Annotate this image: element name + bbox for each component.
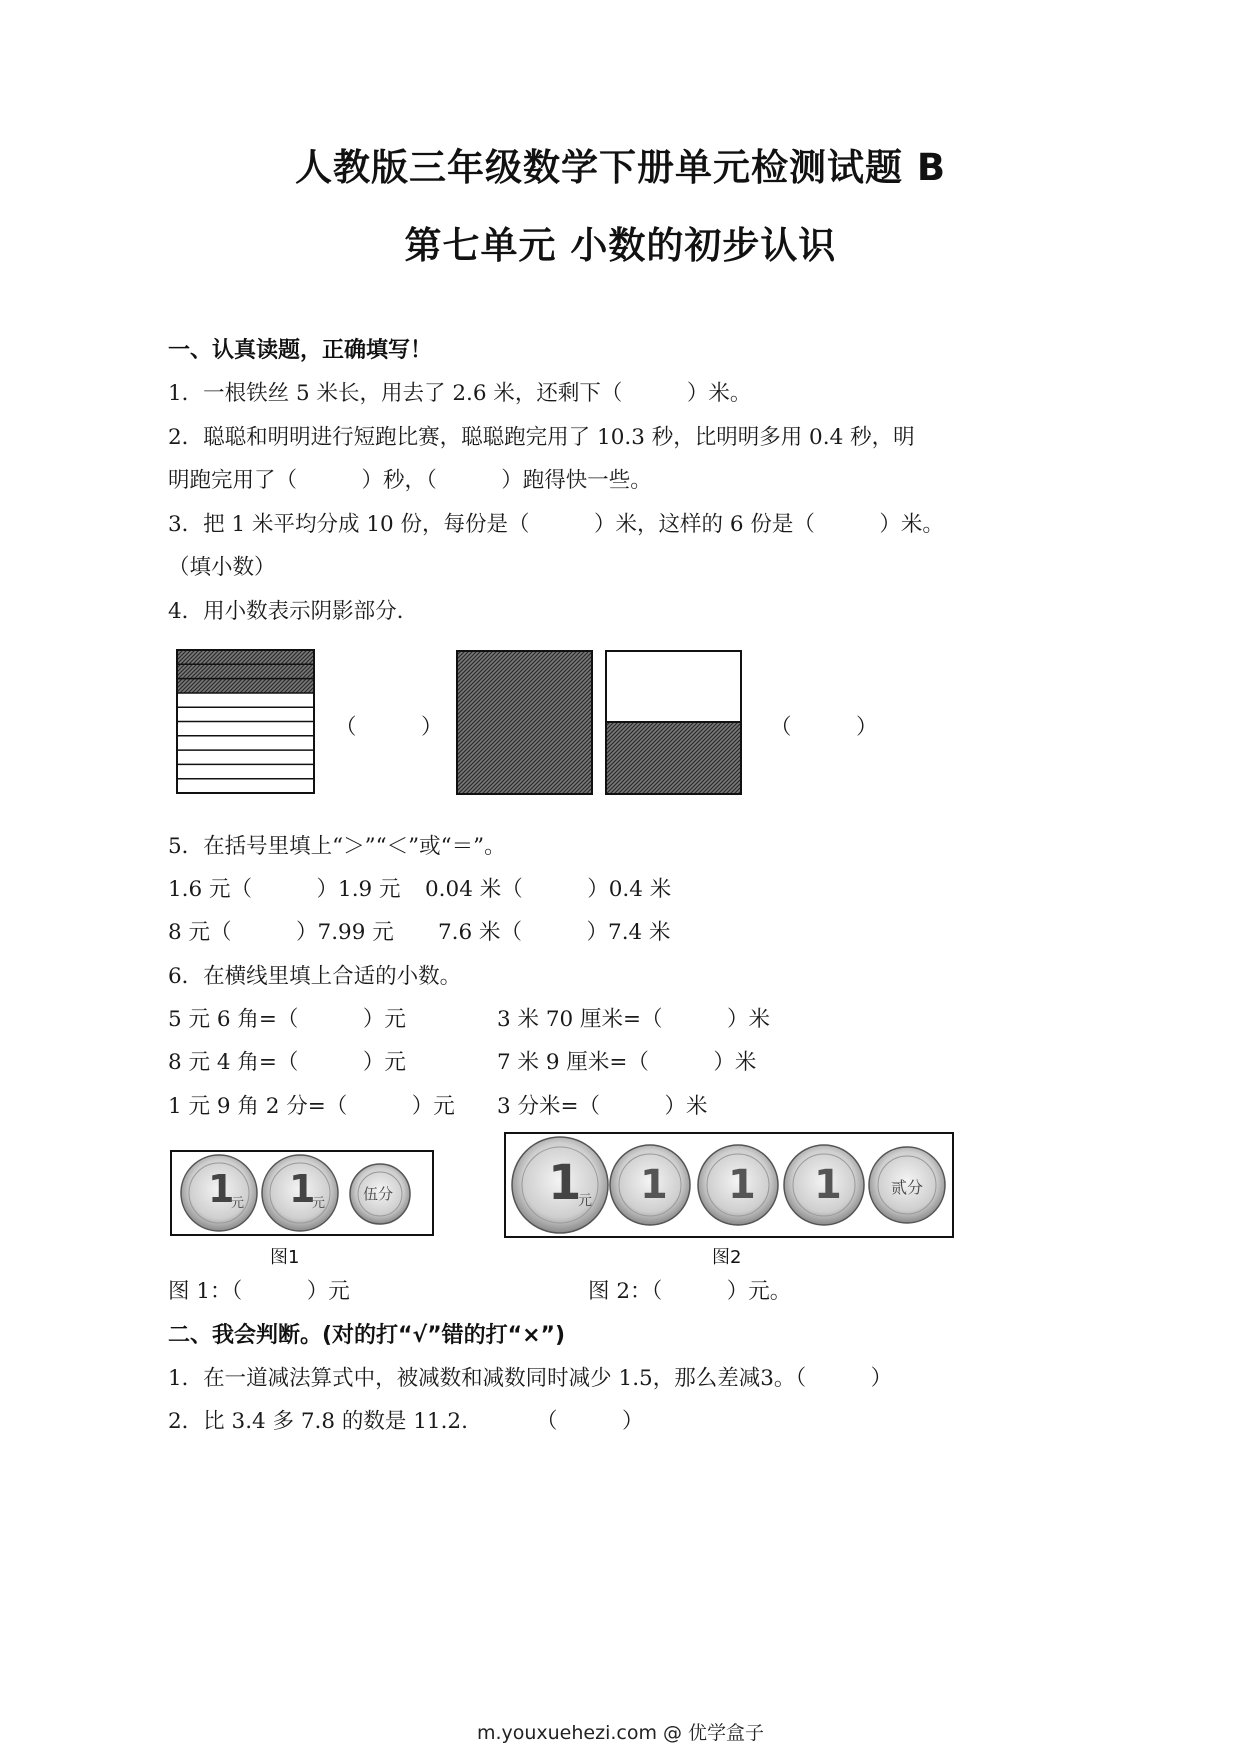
page-subtitle: 第七单元 小数的初步认识	[404, 224, 837, 267]
question-2-line1: 2．聪聪和明明进行短跑比赛，聪聪跑完用了 10.3 秒，比明明多用 0.4 秒，明	[168, 425, 915, 450]
shaded-strips-figure	[176, 649, 316, 795]
figure-a-answer-blank[interactable]: （ ）	[335, 715, 443, 740]
question-3-line1: 3．把 1 米平均分成 10 份，每份是（ ）米，这样的 6 份是（ ）米。	[168, 512, 944, 537]
convert-2: 3 米 70 厘米=（ ）米	[497, 1007, 771, 1032]
question-2-line2: 明跑完用了（ ）秒，（ ）跑得快一些。	[168, 468, 652, 493]
coin-label: 1	[814, 1162, 842, 1208]
compare-4: 7.6 米（ ）7.4 米	[438, 920, 671, 945]
coin-label: 1	[728, 1162, 756, 1208]
coin-label: 元	[312, 1196, 326, 1211]
judge-question-2-blank[interactable]: （ ）	[536, 1409, 644, 1434]
question-5: 5．在括号里填上“＞”“＜”或“＝”。	[168, 834, 506, 859]
question-1: 1．一根铁丝 5 米长，用去了 2.6 米，还剩下（ ）米。	[168, 381, 752, 406]
footer-watermark: m.youxuehezi.com @ 优学盒子	[476, 1722, 765, 1744]
judge-question-1: 1．在一道减法算式中，被减数和减数同时减少 1.5，那么差减3。（ ）	[168, 1366, 893, 1391]
question-4: 4．用小数表示阴影部分.	[168, 599, 404, 624]
coin-label: 元	[578, 1193, 592, 1209]
figure-1-caption: 图1	[270, 1247, 300, 1268]
figure-2-caption: 图2	[712, 1247, 742, 1268]
coin-label: 贰分	[891, 1178, 924, 1197]
question-6: 6．在横线里填上合适的小数。	[168, 964, 462, 989]
figure-2-answer: 图 2：（ ）元。	[588, 1279, 792, 1304]
coin-label: 1	[289, 1167, 316, 1211]
question-3-line2: （填小数）	[168, 555, 276, 580]
convert-4: 7 米 9 厘米=（ ）米	[497, 1050, 757, 1075]
convert-1: 5 元 6 角=（ ）元	[168, 1007, 406, 1032]
shaded-squares-figure	[455, 649, 745, 797]
coin-label: 1	[548, 1155, 582, 1211]
compare-2: 0.04 米（ ）0.4 米	[425, 877, 672, 902]
coin-label: 1	[640, 1162, 668, 1208]
page-title: 人教版三年级数学下册单元检测试题 B	[294, 146, 947, 189]
figure-b-answer-blank[interactable]: （ ）	[770, 715, 878, 740]
figure-1-answer: 图 1：（ ）元	[168, 1279, 350, 1304]
coin-label: 元	[231, 1196, 245, 1211]
convert-5: 1 元 9 角 2 分=（ ）元	[168, 1094, 455, 1119]
compare-1: 1.6 元（ ）1.9 元	[168, 877, 401, 902]
coin-label: 伍分	[363, 1185, 394, 1203]
convert-3: 8 元 4 角=（ ）元	[168, 1050, 406, 1075]
section1-heading: 一、认真读题，正确填写！	[168, 338, 433, 363]
section2-heading: 二、我会判断。(对的打“√”错的打“×”)	[168, 1323, 566, 1348]
coin-label: 1	[208, 1167, 235, 1211]
convert-6: 3 分米=（ ）米	[497, 1094, 708, 1119]
judge-question-2: 2．比 3.4 多 7.8 的数是 11.2.	[168, 1409, 468, 1434]
compare-3: 8 元（ ）7.99 元	[168, 920, 394, 945]
